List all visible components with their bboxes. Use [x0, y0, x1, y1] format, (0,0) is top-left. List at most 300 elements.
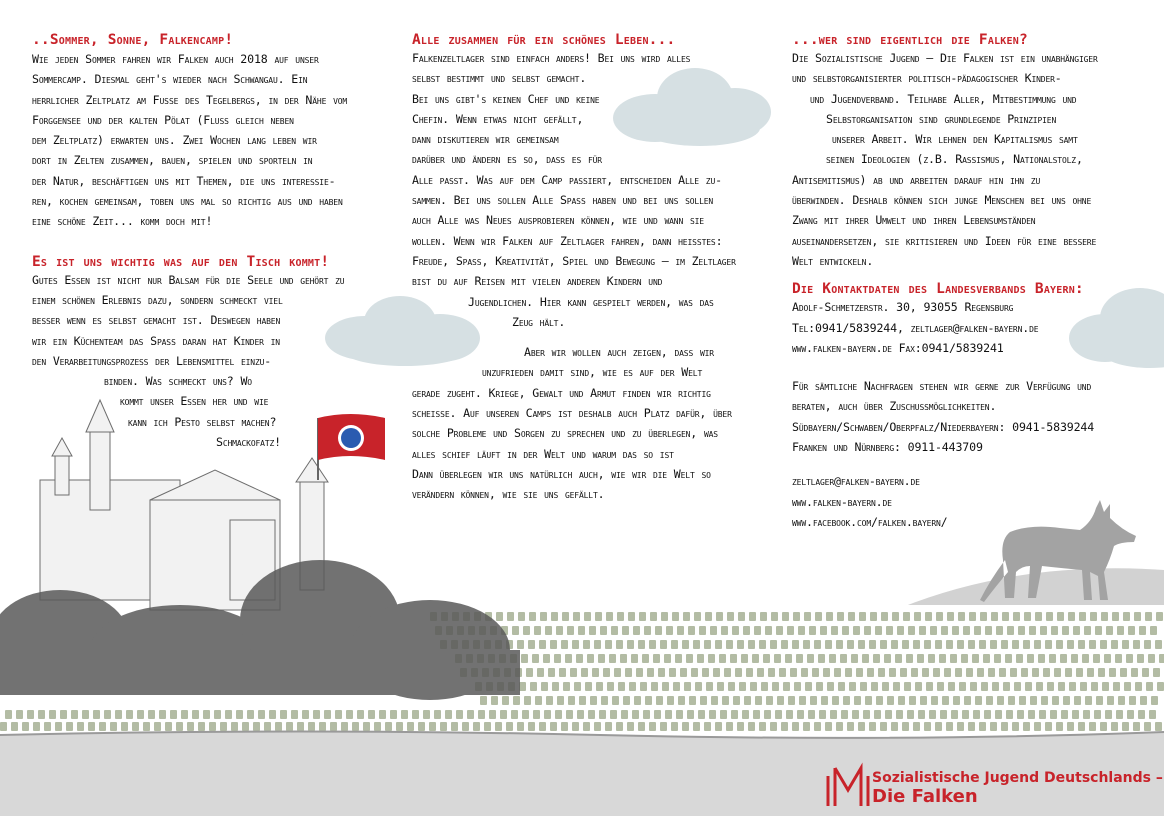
brick [871, 682, 878, 691]
brick [829, 654, 836, 663]
brick [614, 668, 621, 677]
brick [280, 710, 287, 719]
brick [1098, 668, 1105, 677]
column-1 [32, 32, 377, 452]
brick [733, 696, 740, 705]
text-line: überwinden. Deshalb können sich junge Menschen bei uns ohne [792, 193, 1092, 208]
brick [997, 696, 1004, 705]
brick [1016, 654, 1023, 663]
text-line: Aber wir wollen auch zeigen, dass wir [524, 345, 714, 360]
brick [667, 696, 674, 705]
brick [1012, 722, 1019, 731]
brick [716, 612, 723, 621]
brick [1058, 682, 1065, 691]
brick [713, 668, 720, 677]
brick [253, 722, 260, 731]
text-line: einem schönen Erlebnis dazu, sondern schmeckt viel [32, 292, 283, 307]
brick [882, 682, 889, 691]
brick [1043, 668, 1050, 677]
brick [1115, 654, 1122, 663]
brick [803, 640, 810, 649]
brick [491, 696, 498, 705]
brick [1140, 696, 1147, 705]
brick [748, 722, 755, 731]
text-line: auch Alle was Neues ausprobieren können, wie und wann sie [412, 213, 704, 228]
brick [794, 682, 801, 691]
brick [352, 722, 359, 731]
brick [258, 710, 265, 719]
brick [792, 640, 799, 649]
brick [897, 626, 904, 635]
brick [1157, 682, 1164, 691]
brick [595, 612, 602, 621]
heading-alle-zusammen: Alle zusammen für ein schönes Leben... [412, 32, 676, 48]
brick [985, 626, 992, 635]
brick [517, 722, 524, 731]
brick [526, 668, 533, 677]
brick [440, 722, 447, 731]
brick [878, 668, 885, 677]
brick [607, 682, 614, 691]
brick [467, 710, 474, 719]
brick [777, 696, 784, 705]
heading-kontakt: Die Kontaktdaten des Landesverbands Bayern: [792, 281, 1084, 298]
text-line: binden. Was schmeckt uns? Wo [104, 374, 252, 389]
brick [936, 612, 943, 621]
brick [1029, 626, 1036, 635]
brick [110, 722, 117, 731]
brick [609, 654, 616, 663]
brick [484, 722, 491, 731]
contact-block [792, 297, 1137, 358]
brick [775, 710, 782, 719]
brick [589, 626, 596, 635]
brick [979, 640, 986, 649]
brick [523, 626, 530, 635]
brick [617, 612, 624, 621]
brick [796, 654, 803, 663]
brick [618, 682, 625, 691]
brick [788, 696, 795, 705]
brick [947, 612, 954, 621]
brick [749, 612, 756, 621]
brick [540, 612, 547, 621]
brick [924, 722, 931, 731]
brick [665, 710, 672, 719]
brick [407, 722, 414, 731]
brick [906, 654, 913, 663]
brick [841, 710, 848, 719]
brick [926, 682, 933, 691]
brick [565, 654, 572, 663]
brick [1071, 654, 1078, 663]
brick [638, 640, 645, 649]
brick [836, 640, 843, 649]
brick [979, 722, 986, 731]
brick [561, 640, 568, 649]
brick [528, 722, 535, 731]
brick [225, 710, 232, 719]
brick [1096, 696, 1103, 705]
brick [656, 696, 663, 705]
brick [666, 626, 673, 635]
brick [1054, 668, 1061, 677]
brick [988, 668, 995, 677]
brick [797, 710, 804, 719]
brick [669, 668, 676, 677]
brick [1035, 612, 1042, 621]
brick [941, 626, 948, 635]
links-block [792, 471, 1137, 532]
brick [721, 626, 728, 635]
brick [556, 626, 563, 635]
brick [911, 668, 918, 677]
brick [929, 710, 936, 719]
brick [825, 640, 832, 649]
brick [937, 682, 944, 691]
brick [892, 612, 899, 621]
text-line: besser wenn es selbst gemacht ist. Deswegen haben [32, 313, 281, 328]
brick [924, 640, 931, 649]
brick [752, 654, 759, 663]
brick [519, 682, 526, 691]
brick [214, 710, 221, 719]
brick [903, 612, 910, 621]
brick [132, 722, 139, 731]
brick [581, 668, 588, 677]
brick [904, 682, 911, 691]
brick [1068, 612, 1075, 621]
brick [686, 654, 693, 663]
brick [831, 626, 838, 635]
brick [500, 710, 507, 719]
organisation-logo-text [872, 770, 1163, 808]
brick [787, 626, 794, 635]
brick [920, 696, 927, 705]
brick [913, 722, 920, 731]
text-line: Selbstorganisation sind grundlegende Prinzipien [826, 111, 1057, 126]
text-line: Adolf-Schmetzerstr. 30, 93055 Regensburg [792, 300, 1014, 315]
brick [1089, 722, 1096, 731]
brick [699, 626, 706, 635]
brick [99, 722, 106, 731]
brick [537, 668, 544, 677]
text-line: www.facebook.com/falken.bayern/ [792, 514, 948, 529]
brick [530, 682, 537, 691]
text-line: Alle passt. Was auf dem Camp passiert, entscheiden Alle zu- [412, 172, 722, 187]
brick [930, 626, 937, 635]
brick [1105, 710, 1112, 719]
brick [385, 722, 392, 731]
brick [990, 722, 997, 731]
brick [1087, 668, 1094, 677]
brick [625, 668, 632, 677]
brick [521, 654, 528, 663]
brick [517, 640, 524, 649]
text-line: beraten, auch über Zuschussmöglichkeiten. [792, 399, 997, 414]
brick [854, 696, 861, 705]
info-block [792, 376, 1137, 457]
brick [935, 722, 942, 731]
brick [1038, 654, 1045, 663]
brick [546, 696, 553, 705]
brick [928, 654, 935, 663]
brick [711, 696, 718, 705]
brick [858, 640, 865, 649]
brick [550, 640, 557, 649]
brick [1085, 696, 1092, 705]
brick [512, 626, 519, 635]
brick [951, 710, 958, 719]
text-line: www.falken-bayern.de [792, 494, 892, 509]
brick [622, 626, 629, 635]
brick [739, 682, 746, 691]
brick [573, 612, 580, 621]
brick [611, 626, 618, 635]
brick [754, 626, 761, 635]
text-line: kommt unser Essen her und wie [120, 394, 269, 409]
brick [594, 722, 601, 731]
brick [688, 626, 695, 635]
brick [319, 722, 326, 731]
brick [55, 722, 62, 731]
brick [462, 722, 469, 731]
brick [368, 710, 375, 719]
brick [1039, 710, 1046, 719]
brick [875, 626, 882, 635]
brick [535, 696, 542, 705]
brick [816, 682, 823, 691]
brick [302, 710, 309, 719]
brick [859, 612, 866, 621]
brick [914, 612, 921, 621]
brick [790, 668, 797, 677]
brick [568, 696, 575, 705]
brick [983, 654, 990, 663]
brick [843, 696, 850, 705]
brick [522, 710, 529, 719]
heading-essen: Es ist uns wichtig was auf den Tisch kommt! [32, 253, 330, 270]
brick [1030, 696, 1037, 705]
brick [1080, 682, 1087, 691]
brick [401, 710, 408, 719]
brick [869, 640, 876, 649]
brick [297, 722, 304, 731]
brick [940, 710, 947, 719]
text-line: Gutes Essen ist nicht nur Balsam für die Seele und gehört zu [32, 272, 345, 287]
brick [867, 668, 874, 677]
brick [1095, 626, 1102, 635]
brick [891, 722, 898, 731]
brick [1078, 640, 1085, 649]
brick [1069, 682, 1076, 691]
brick [596, 682, 603, 691]
brick [726, 640, 733, 649]
brick [720, 710, 727, 719]
brick [977, 668, 984, 677]
brick [645, 696, 652, 705]
brick [209, 722, 216, 731]
brick [680, 668, 687, 677]
brick [187, 722, 194, 731]
column-3 [792, 32, 1137, 532]
brick [838, 682, 845, 691]
brick [1034, 722, 1041, 731]
brick [159, 710, 166, 719]
brick [1005, 654, 1012, 663]
brick [798, 626, 805, 635]
paragraph-zeigen [412, 342, 757, 504]
brick [957, 722, 964, 731]
brick [616, 722, 623, 731]
brick [176, 722, 183, 731]
brick [785, 654, 792, 663]
brick [502, 696, 509, 705]
brick [647, 668, 654, 677]
brick [49, 710, 56, 719]
brick [886, 626, 893, 635]
brick [741, 654, 748, 663]
text-line: Chefin. Wenn etwas nicht gefällt, [412, 111, 584, 126]
brick [1123, 612, 1130, 621]
brick [418, 722, 425, 731]
brick [1151, 696, 1158, 705]
brick [825, 722, 832, 731]
brick [677, 626, 684, 635]
brick [946, 722, 953, 731]
brick [818, 654, 825, 663]
brick [655, 626, 662, 635]
brick [821, 696, 828, 705]
brick [121, 722, 128, 731]
brick [772, 682, 779, 691]
brick [804, 612, 811, 621]
brick [1144, 640, 1151, 649]
brick [1138, 710, 1145, 719]
brick [891, 640, 898, 649]
brick [853, 626, 860, 635]
brick [880, 640, 887, 649]
brick [820, 626, 827, 635]
brick [1036, 682, 1043, 691]
brick [1046, 612, 1053, 621]
brick [771, 612, 778, 621]
brick [981, 682, 988, 691]
brick [1145, 612, 1152, 621]
brick [1017, 710, 1024, 719]
brick [814, 640, 821, 649]
text-line: und Jugendverband. Teilhabe Aller, Mitbestimmung und [810, 91, 1077, 106]
text-line: Jugendlichen. Hier kann gespielt werden, was das [468, 294, 714, 309]
brick [143, 722, 150, 731]
brick [974, 626, 981, 635]
brick [662, 682, 669, 691]
brick [759, 722, 766, 731]
brick [810, 696, 817, 705]
brick [738, 612, 745, 621]
brick [456, 710, 463, 719]
brick [489, 710, 496, 719]
brick [583, 640, 590, 649]
brick [1045, 640, 1052, 649]
brick [980, 612, 987, 621]
brick [1107, 696, 1114, 705]
brick [664, 654, 671, 663]
brick [805, 682, 812, 691]
brick [203, 710, 210, 719]
brick [759, 640, 766, 649]
brick [848, 612, 855, 621]
brick [578, 626, 585, 635]
brick [1117, 626, 1124, 635]
brick [730, 654, 737, 663]
brick [1056, 640, 1063, 649]
brick [496, 612, 503, 621]
brick [598, 654, 605, 663]
brick [1102, 682, 1109, 691]
brick [629, 682, 636, 691]
brick [737, 722, 744, 731]
brick [478, 710, 485, 719]
brick [264, 722, 271, 731]
brick [1128, 626, 1135, 635]
brick [363, 722, 370, 731]
brick [529, 612, 536, 621]
brick [827, 682, 834, 691]
brick [755, 696, 762, 705]
brick [1082, 654, 1089, 663]
brick [913, 640, 920, 649]
brick [1124, 682, 1131, 691]
brick [528, 640, 535, 649]
brick [434, 710, 441, 719]
brick [893, 682, 900, 691]
brick [231, 722, 238, 731]
brick [330, 722, 337, 731]
brick [313, 710, 320, 719]
brick [1052, 696, 1059, 705]
brick [1021, 668, 1028, 677]
brick [782, 612, 789, 621]
brick [1100, 722, 1107, 731]
brick [962, 710, 969, 719]
brick [1155, 722, 1162, 731]
brick [915, 682, 922, 691]
brick [709, 710, 716, 719]
brick [605, 722, 612, 731]
brick [865, 696, 872, 705]
brick [750, 682, 757, 691]
text-line: Freude, Spaß, Kreativität, Spiel und Bewegung – im Zeltlager [412, 253, 736, 268]
brick [242, 722, 249, 731]
brick [513, 696, 520, 705]
brick [11, 722, 18, 731]
brick [33, 722, 40, 731]
brick [922, 668, 929, 677]
brick [724, 668, 731, 677]
brick [653, 654, 660, 663]
brick [856, 668, 863, 677]
brick [577, 710, 584, 719]
text-line: scheiße. Auf unseren Camps ist deshalb auch Platz dafür, über [412, 406, 732, 421]
text-line: ren, kochen gemeinsam, toben uns mal so richtig aus und haben [32, 194, 343, 209]
brick [819, 710, 826, 719]
brick [643, 710, 650, 719]
brick [71, 710, 78, 719]
brick [687, 710, 694, 719]
text-line: Welt entwickeln. [792, 253, 874, 268]
brick [651, 682, 658, 691]
